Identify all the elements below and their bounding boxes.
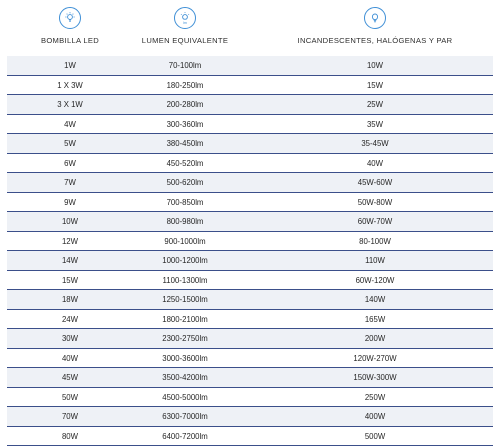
cell-incandescente: 60W-120W — [275, 271, 475, 291]
cell-lumen: 1250-1500lm — [135, 290, 235, 310]
header-label-bombilla: BOMBILLA LED — [41, 36, 99, 45]
lumen-icon-text: lm — [183, 21, 187, 25]
cell-bombilla: 14W — [20, 251, 120, 271]
cell-bombilla: 70W — [20, 407, 120, 427]
table-row — [7, 212, 493, 232]
cell-bombilla: 18W — [20, 290, 120, 310]
cell-lumen: 1800-2100lm — [135, 310, 235, 330]
cell-bombilla: 3 X 1W — [20, 95, 120, 115]
cell-bombilla: 15W — [20, 271, 120, 291]
cell-bombilla: 5W — [20, 134, 120, 154]
table-row — [7, 154, 493, 174]
header-incandescentes — [275, 0, 475, 56]
table-row — [7, 232, 493, 252]
cell-bombilla: 1W — [20, 56, 120, 76]
led-bulb-icon — [59, 7, 81, 29]
table-header — [0, 0, 500, 56]
table-row — [7, 427, 493, 446]
cell-lumen: 6300-7000lm — [135, 407, 235, 427]
header-bombilla-led — [20, 0, 120, 56]
cell-lumen: 1100-1300lm — [135, 271, 235, 291]
cell-incandescente: 250W — [275, 388, 475, 408]
incandescent-bulb-icon — [364, 7, 386, 29]
cell-lumen: 3000-3600lm — [135, 349, 235, 369]
table-row — [7, 134, 493, 154]
cell-bombilla: 9W — [20, 193, 120, 213]
cell-incandescente: 45W-60W — [275, 173, 475, 193]
table-row — [7, 173, 493, 193]
cell-incandescente: 10W — [275, 56, 475, 76]
table-row — [7, 388, 493, 408]
cell-incandescente: 60W-70W — [275, 212, 475, 232]
header-label-incandescentes: INCANDESCENTES, HALÓGENAS Y PAR — [298, 36, 453, 45]
cell-bombilla: 1 X 3W — [20, 76, 120, 96]
table-row — [7, 193, 493, 213]
cell-lumen: 3500-4200lm — [135, 368, 235, 388]
cell-lumen: 1000-1200lm — [135, 251, 235, 271]
cell-incandescente: 150W-300W — [275, 368, 475, 388]
cell-bombilla: 10W — [20, 212, 120, 232]
cell-bombilla: 6W — [20, 154, 120, 174]
cell-lumen: 2300-2750lm — [135, 329, 235, 349]
cell-lumen: 450-520lm — [135, 154, 235, 174]
cell-lumen: 4500-5000lm — [135, 388, 235, 408]
header-lumen-equivalente — [135, 0, 235, 56]
cell-lumen: 70-100lm — [135, 56, 235, 76]
table-row — [7, 251, 493, 271]
cell-bombilla: 30W — [20, 329, 120, 349]
cell-incandescente: 400W — [275, 407, 475, 427]
cell-bombilla: 7W — [20, 173, 120, 193]
cell-lumen: 180-250lm — [135, 76, 235, 96]
cell-incandescente: 140W — [275, 290, 475, 310]
table-row — [7, 56, 493, 76]
table-row — [7, 115, 493, 135]
cell-bombilla: 45W — [20, 368, 120, 388]
cell-incandescente: 40W — [275, 154, 475, 174]
table-row — [7, 76, 493, 96]
cell-incandescente: 35W — [275, 115, 475, 135]
table-row — [7, 368, 493, 388]
equivalence-table — [7, 56, 493, 446]
cell-incandescente: 25W — [275, 95, 475, 115]
cell-lumen: 800-980lm — [135, 212, 235, 232]
cell-bombilla: 24W — [20, 310, 120, 330]
cell-incandescente: 80-100W — [275, 232, 475, 252]
cell-bombilla: 4W — [20, 115, 120, 135]
cell-lumen: 900-1000lm — [135, 232, 235, 252]
header-label-lumen: LUMEN EQUIVALENTE — [142, 36, 228, 45]
cell-bombilla: 12W — [20, 232, 120, 252]
table-row — [7, 349, 493, 369]
cell-incandescente: 50W-80W — [275, 193, 475, 213]
table-row — [7, 95, 493, 115]
table-row — [7, 271, 493, 291]
cell-lumen: 300-360lm — [135, 115, 235, 135]
cell-bombilla: 80W — [20, 427, 120, 446]
table-row — [7, 329, 493, 349]
cell-bombilla: 50W — [20, 388, 120, 408]
table-row — [7, 310, 493, 330]
cell-incandescente: 500W — [275, 427, 475, 446]
table-row — [7, 290, 493, 310]
lumen-bulb-icon — [174, 7, 196, 29]
cell-incandescente: 165W — [275, 310, 475, 330]
table-row — [7, 407, 493, 427]
cell-lumen: 500-620lm — [135, 173, 235, 193]
cell-lumen: 200-280lm — [135, 95, 235, 115]
cell-incandescente: 200W — [275, 329, 475, 349]
cell-incandescente: 35-45W — [275, 134, 475, 154]
cell-incandescente: 110W — [275, 251, 475, 271]
cell-lumen: 700-850lm — [135, 193, 235, 213]
cell-lumen: 380-450lm — [135, 134, 235, 154]
cell-incandescente: 15W — [275, 76, 475, 96]
cell-lumen: 6400-7200lm — [135, 427, 235, 446]
cell-bombilla: 40W — [20, 349, 120, 369]
cell-incandescente: 120W-270W — [275, 349, 475, 369]
